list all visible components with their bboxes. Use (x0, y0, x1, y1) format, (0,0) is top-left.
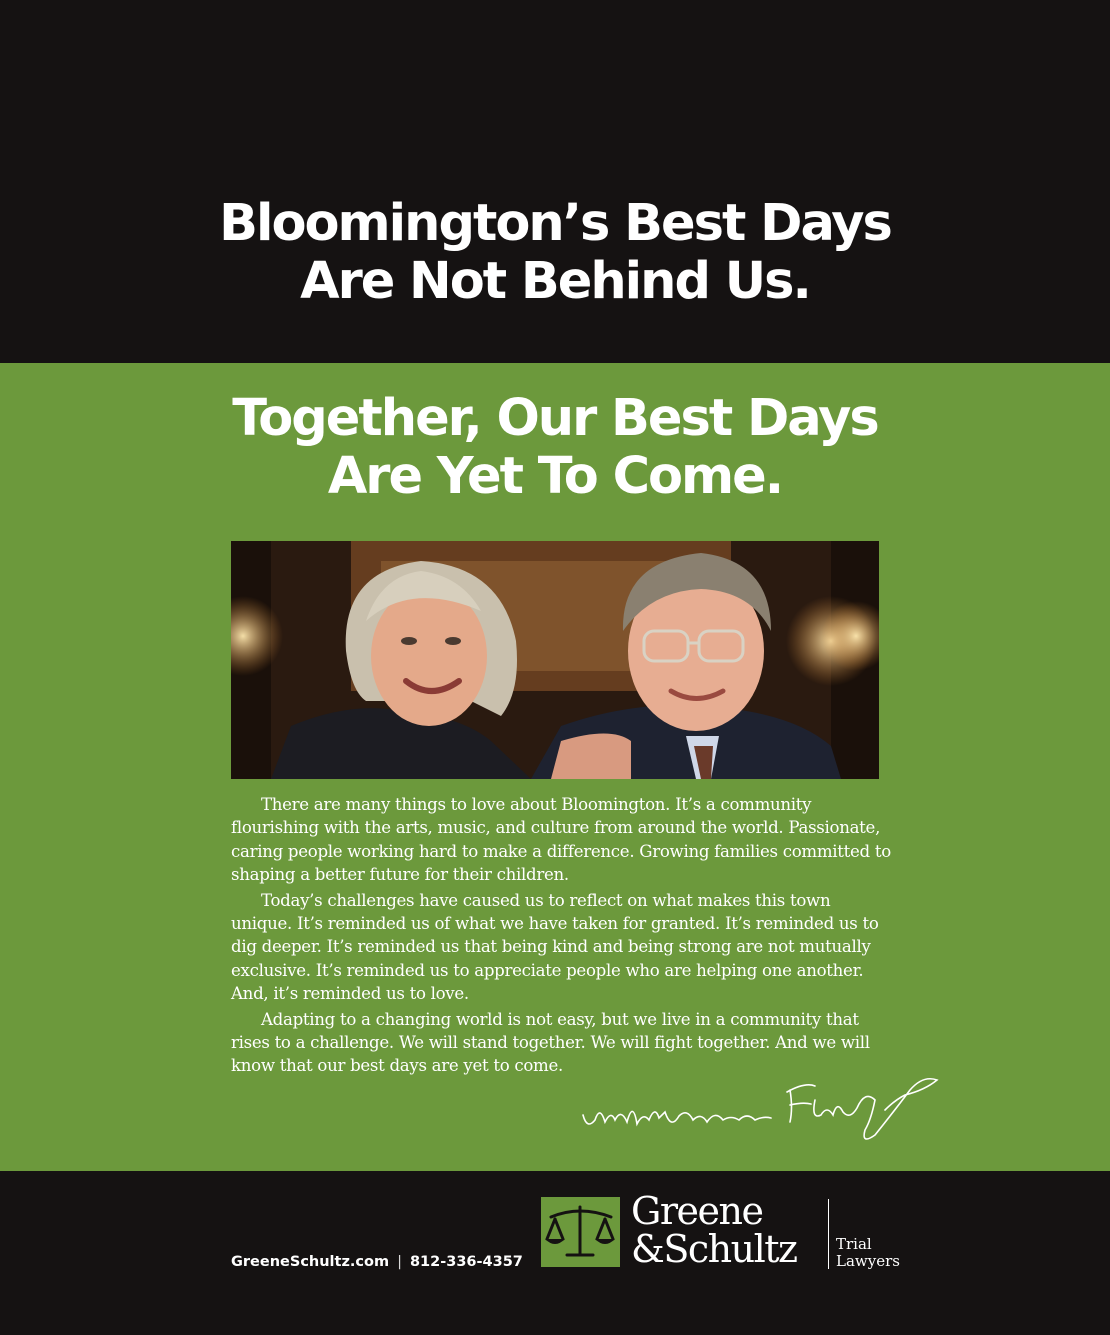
secondary-headline-line-1: Together, Our Best Days (232, 389, 878, 448)
firm-name-line-1: Greene (631, 1189, 763, 1233)
contact-separator: | (397, 1254, 402, 1270)
secondary-headline (0, 390, 1110, 506)
firm-name-line-2: &Schultz (631, 1227, 797, 1271)
main-headline-line-2: Are Not Behind Us. (300, 252, 810, 311)
website-link[interactable]: GreeneSchultz.com (231, 1254, 390, 1270)
portrait-illustration (231, 541, 879, 779)
secondary-headline-line-2: Are Yet To Come. (327, 447, 783, 506)
main-headline (0, 195, 1110, 311)
firm-tagline (836, 1236, 900, 1270)
body-paragraph-2: Today’s challenges have caused us to reflect on what makes this town unique. It’s reminded us of what we have taken for granted. It’s reminded us to dig deeper. It’s reminded us that being kind and being strong are not mutually exclusive. It’s reminded us to appreciate people who are helping one another. And, it’s reminded us to love. (231, 890, 879, 1004)
portrait-photo (231, 541, 879, 779)
logo-divider (828, 1199, 829, 1269)
body-paragraph-3: Adapting to a changing world is not easy, but we live in a community that rises to a challenge. We will stand together. We will fight together. And we will know that our best days are yet to come. (231, 1009, 870, 1076)
phone-number[interactable]: 812-336-4357 (409, 1254, 523, 1270)
contact-line (231, 1252, 523, 1272)
firm-tagline-line-1: Trial (836, 1235, 872, 1253)
main-headline-line-1: Bloomington’s Best Days (219, 194, 891, 253)
scales-of-justice-icon (541, 1197, 620, 1267)
firm-tagline-line-2: Lawyers (836, 1252, 900, 1270)
firm-name (631, 1189, 797, 1271)
body-paragraph-1: There are many things to love about Bloomington. It’s a community flourishing with the arts, music, and culture from around the world. Passionate, caring people working hard to make a difference. Growing families committed to shaping a better future for their children. (231, 795, 891, 885)
body-copy (231, 793, 891, 1080)
handwritten-signatures (575, 1060, 955, 1155)
